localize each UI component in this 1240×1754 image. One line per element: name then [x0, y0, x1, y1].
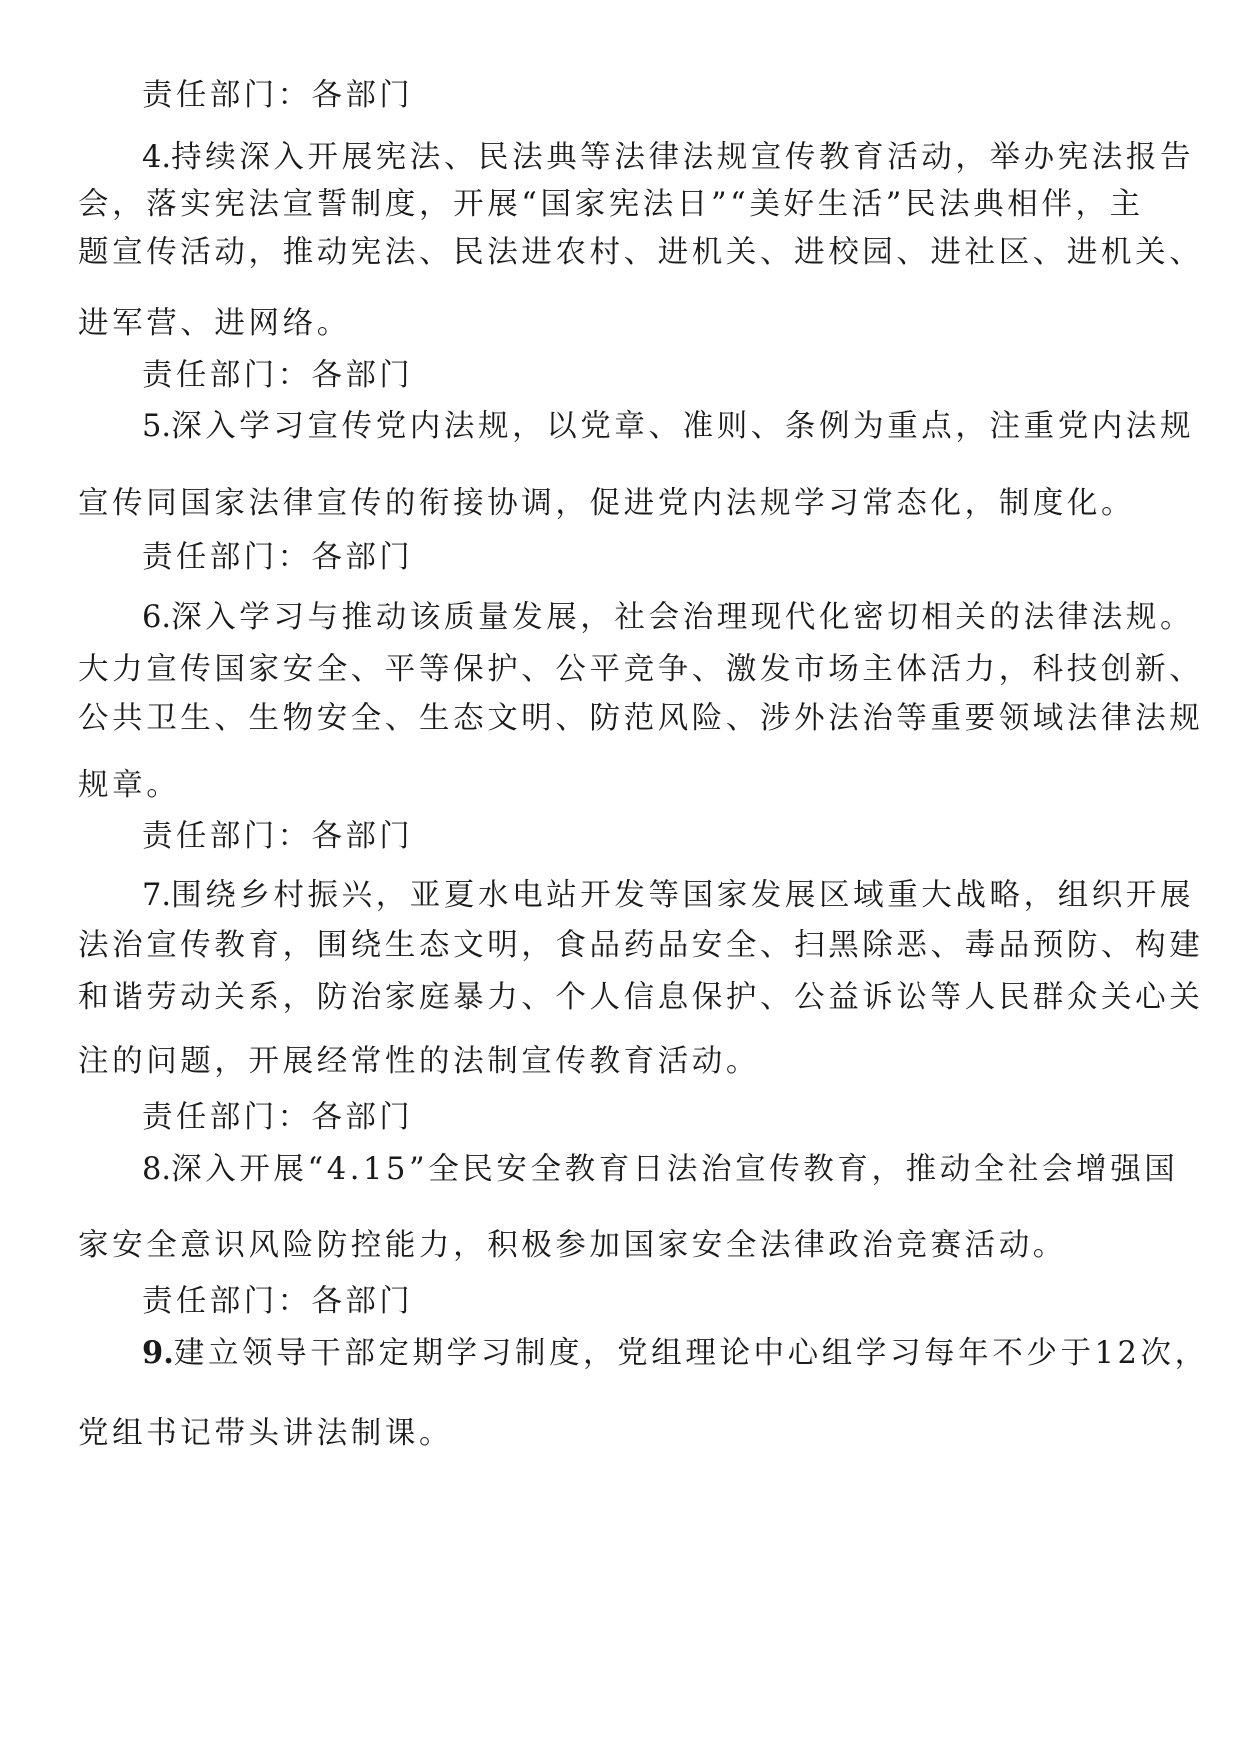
item-7-line-1: 7.围绕乡村振兴，亚夏水电站开发等国家发展区域重大战略，组织开展: [142, 878, 1195, 913]
item-4-line-3: 题宣传活动，推动宪法、民法进农村、进机关、进校园、进社区、进机关、: [78, 235, 1204, 270]
item-number: 5.: [142, 409, 172, 444]
responsibility-line: 责任部门：各部门: [142, 819, 414, 854]
item-9-line-2: 党组书记带头讲法制课。: [78, 1416, 454, 1451]
item-4-line-2: 会，落实宪法宣誓制度，开展“国家宪法日”“美好生活”民法典相伴，主: [78, 187, 1144, 222]
item-5-line-2: 宣传同国家法律宣传的衔接协调，促进党内法规学习常态化，制度化。: [78, 486, 1136, 521]
item-6-line-1: 6.深入学习与推动该质量发展，社会治理现代化密切相关的法律法规。: [142, 600, 1195, 635]
item-7-line-4: 注的问题，开展经常性的法制宣传教育活动。: [78, 1044, 760, 1079]
item-6-line-2: 大力宣传国家安全、平等保护、公平竞争、激发市场主体活力，科技创新、: [78, 652, 1204, 687]
responsibility-line: 责任部门：各部门: [142, 78, 414, 113]
item-7-line-3: 和谐劳动关系，防治家庭暴力、个人信息保护、公益诉讼等人民群众关心关: [78, 980, 1204, 1015]
item-number: 8.: [142, 1152, 172, 1187]
responsibility-line: 责任部门：各部门: [142, 1100, 414, 1135]
responsibility-line: 责任部门：各部门: [142, 358, 414, 393]
item-6-line-4: 规章。: [78, 768, 181, 803]
item-8-line-2: 家安全意识风险防控能力，积极参加国家安全法律政治竞赛活动。: [78, 1228, 1067, 1263]
item-8-line-1: 8.深入开展“4.15”全民安全教育日法治宣传教育，推动全社会增强国: [142, 1152, 1179, 1187]
item-number: 6.: [142, 600, 172, 635]
responsibility-line: 责任部门：各部门: [142, 1284, 414, 1319]
item-number: 7.: [142, 878, 172, 913]
item-9-line-1: 9.建立领导干部定期学习制度，党组理论中心组学习每年不少于12次，: [142, 1335, 1209, 1371]
responsibility-line: 责任部门：各部门: [142, 540, 414, 575]
item-6-line-3: 公共卫生、生物安全、生态文明、防范风险、涉外法治等重要领域法律法规: [78, 701, 1204, 736]
item-7-line-2: 法治宣传教育，围绕生态文明，食品药品安全、扫黑除恶、毒品预防、构建: [78, 928, 1204, 963]
item-4-line-4: 进军营、进网络。: [78, 306, 351, 341]
item-4-line-1: 4.持续深入开展宪法、民法典等法律法规宣传教育活动，举办宪法报告: [142, 140, 1195, 175]
item-number: 9.: [142, 1335, 174, 1371]
item-number: 4.: [142, 140, 172, 175]
item-5-line-1: 5.深入学习宣传党内法规，以党章、准则、条例为重点，注重党内法规: [142, 409, 1195, 444]
